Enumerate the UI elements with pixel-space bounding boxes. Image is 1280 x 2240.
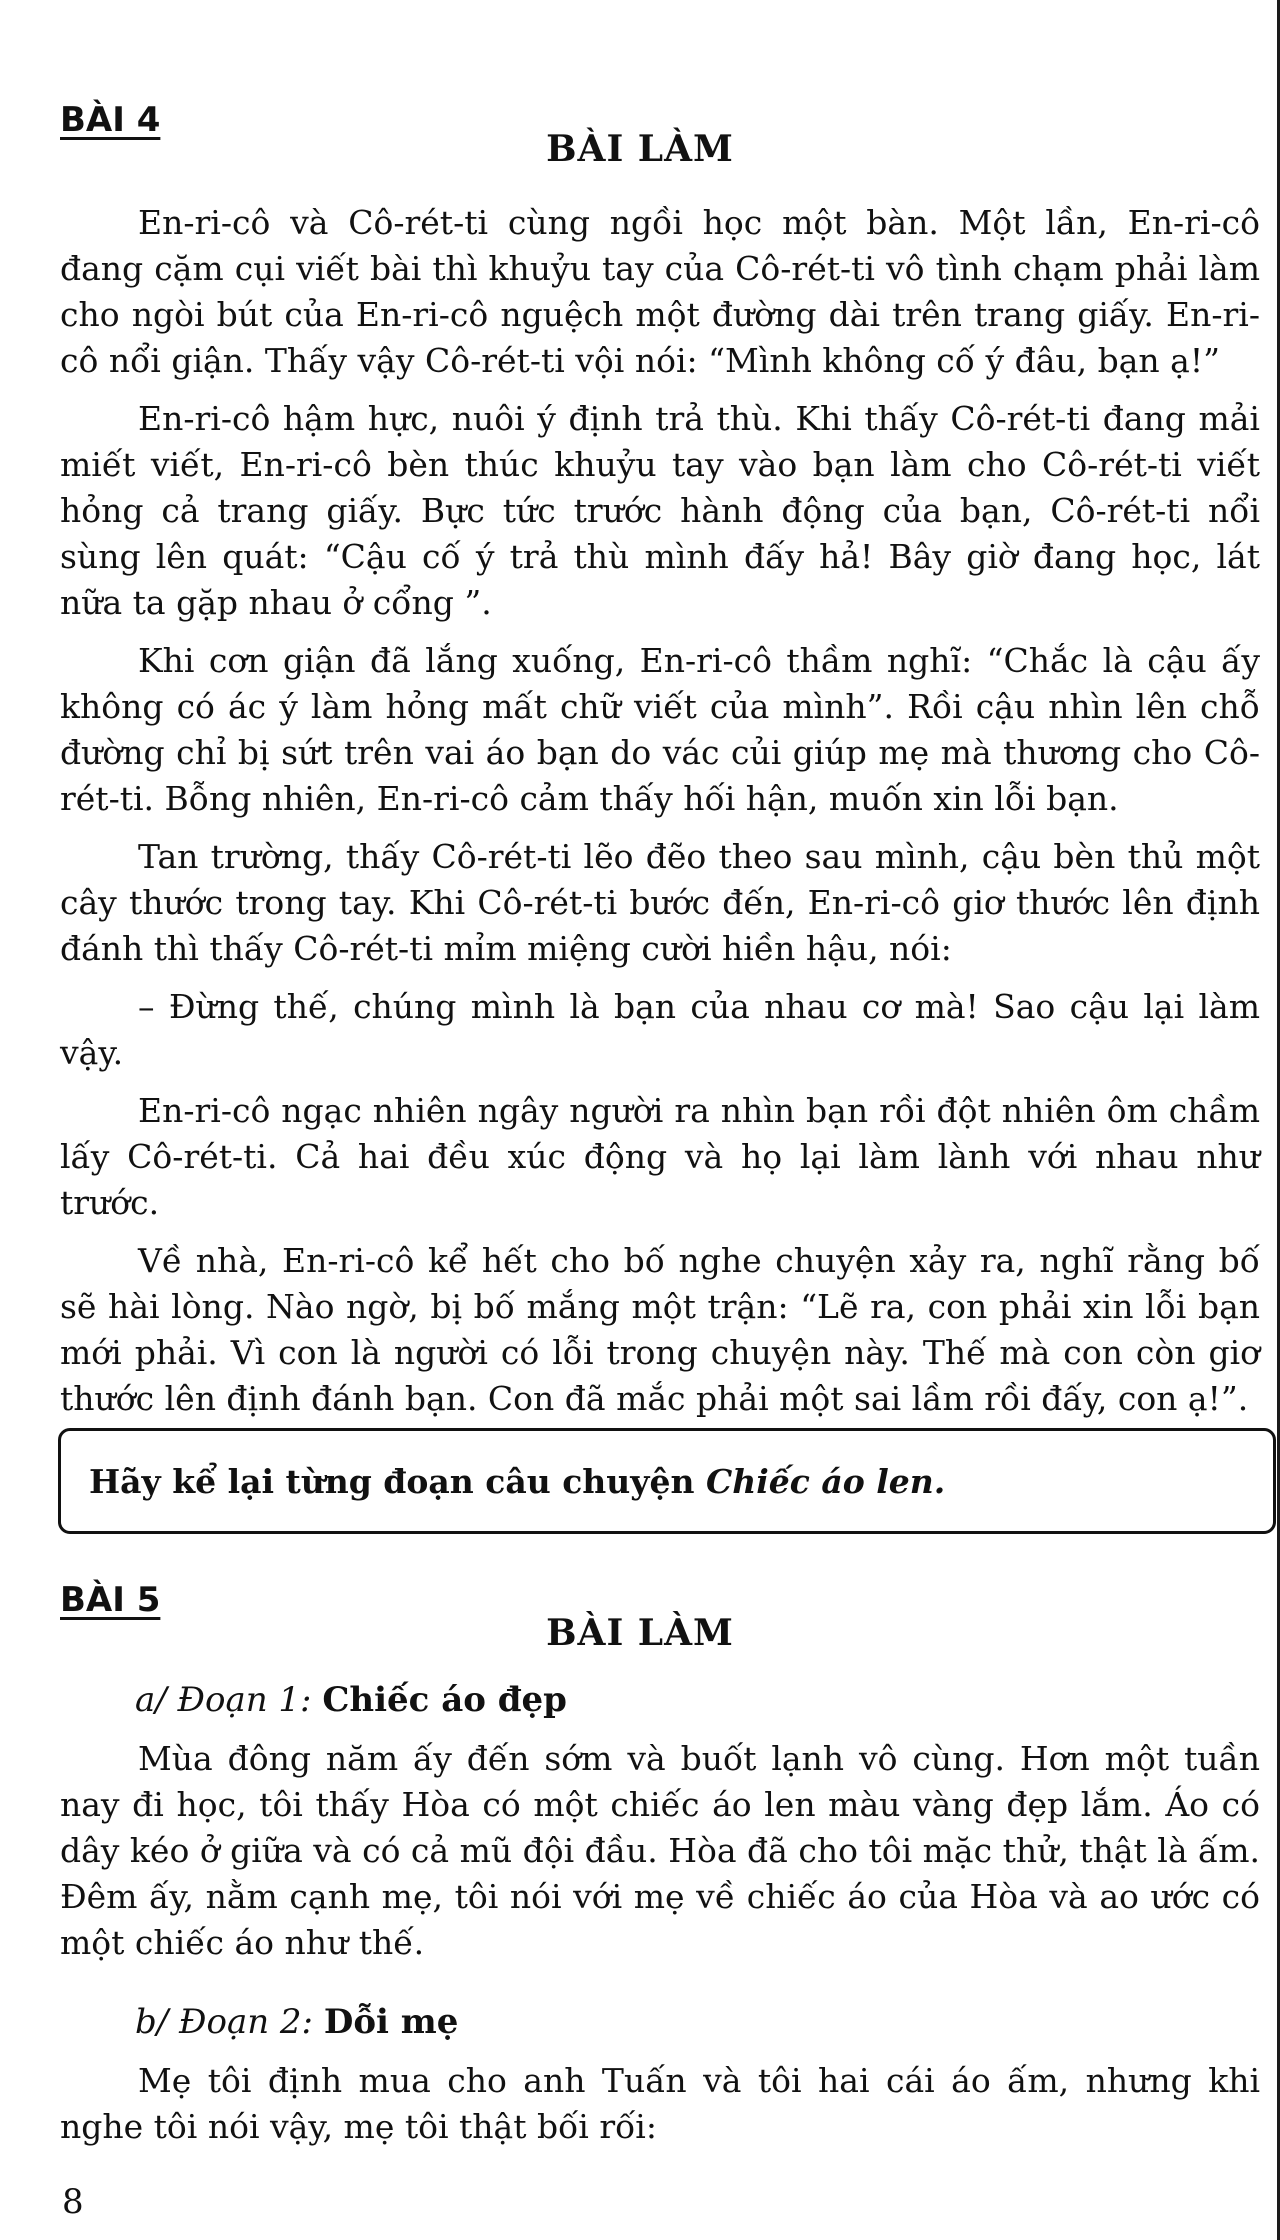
- section-b-heading: [135, 2002, 458, 2042]
- paragraph: En-ri-cô ngạc nhiên ngây người ra nhìn bạn rồi đột nhiên ôm chầm lấy Cô-rét-ti. Cả hai đều xúc động và họ lại làm lành với nhau như trước.: [60, 1091, 1260, 1222]
- lesson-5-label: BÀI 5: [60, 1580, 161, 1620]
- paragraph: Về nhà, En-ri-cô kể hết cho bố nghe chuyện xảy ra, nghĩ rằng bố sẽ hài lòng. Nào ngờ, bị bố mắng một trận: “Lẽ ra, con phải xin lỗi bạn mới phải. Vì con là người có lỗi trong chuyện này. Thế mà con còn giơ thước lên định đánh bạn. Con đã mắc phải một sai lầm rồi đấy, con ạ!”.: [60, 1241, 1260, 1418]
- section-b-body: [60, 2058, 1260, 2162]
- section-a-body: [60, 1736, 1260, 1978]
- lesson-4-label: BÀI 4: [60, 100, 161, 140]
- assignment-story-title: Chiếc áo len.: [705, 1461, 946, 1501]
- paragraph: Tan trường, thấy Cô-rét-ti lẽo đẽo theo sau mình, cậu bèn thủ một cây thước trong tay. Khi Cô-rét-ti bước đến, En-ri-cô giơ thước lên định đánh thì thấy Cô-rét-ti mỉm miệng cười hiền hậu, nói:: [60, 837, 1260, 968]
- section-a-title: Chiếc áo đẹp: [322, 1680, 567, 1720]
- page-number: 8: [62, 2182, 84, 2222]
- lesson-4-heading: BÀI LÀM: [546, 128, 734, 170]
- section-b-label: b/ Đoạn 2:: [135, 2002, 314, 2042]
- paragraph: Khi cơn giận đã lắng xuống, En-ri-cô thầm nghĩ: “Chắc là cậu ấy không có ác ý làm hỏng mất chữ viết của mình”. Rồi cậu nhìn lên chỗ đường chỉ bị sứt trên vai áo bạn do vác củi giúp mẹ mà thương cho Cô-rét-ti. Bỗng nhiên, En-ri-cô cảm thấy hối hận, muốn xin lỗi bạn.: [60, 641, 1260, 818]
- lesson-4-body: [60, 200, 1260, 1434]
- paragraph: Mẹ tôi định mua cho anh Tuấn và tôi hai cái áo ấm, nhưng khi nghe tôi nói vậy, mẹ tôi thật bối rối:: [60, 2061, 1260, 2146]
- assignment-prompt: Hãy kể lại từng đoạn câu chuyện: [89, 1461, 695, 1501]
- section-a-heading: [135, 1680, 567, 1720]
- paragraph: En-ri-cô hậm hực, nuôi ý định trả thù. Khi thấy Cô-rét-ti đang mải miết viết, En-ri-cô bèn thúc khuỷu tay vào bạn làm cho Cô-rét-ti viết hỏng cả trang giấy. Bực tức trước hành động của bạn, Cô-rét-ti nổi sùng lên quát: “Cậu cố ý trả thù mình đấy hả! Bây giờ đang học, lát nữa ta gặp nhau ở cổng ”.: [60, 399, 1260, 622]
- paragraph: Mùa đông năm ấy đến sớm và buốt lạnh vô cùng. Hơn một tuần nay đi học, tôi thấy Hòa có một chiếc áo len màu vàng đẹp lắm. Áo có dây kéo ở giữa và có cả mũ đội đầu. Hòa đã cho tôi mặc thử, thật là ấm. Đêm ấy, nằm cạnh mẹ, tôi nói với mẹ về chiếc áo của Hòa và ao ước có một chiếc áo như thế.: [60, 1739, 1260, 1962]
- assignment-box: [58, 1428, 1276, 1534]
- lesson-5-heading: BÀI LÀM: [546, 1612, 734, 1654]
- paragraph: En-ri-cô và Cô-rét-ti cùng ngồi học một bàn. Một lần, En-ri-cô đang cặm cụi viết bài thì khuỷu tay của Cô-rét-ti vô tình chạm phải làm cho ngòi bút của En-ri-cô nguệch một đường dài trên trang giấy. En-ri-cô nổi giận. Thấy vậy Cô-rét-ti vội nói: “Mình không cố ý đâu, bạn ạ!”: [60, 203, 1260, 380]
- section-b-title: Dỗi mẹ: [323, 2002, 459, 2042]
- dialogue-line: – Đừng thế, chúng mình là bạn của nhau cơ mà! Sao cậu lại làm vậy.: [60, 987, 1260, 1072]
- section-a-label: a/ Đoạn 1:: [135, 1680, 312, 1720]
